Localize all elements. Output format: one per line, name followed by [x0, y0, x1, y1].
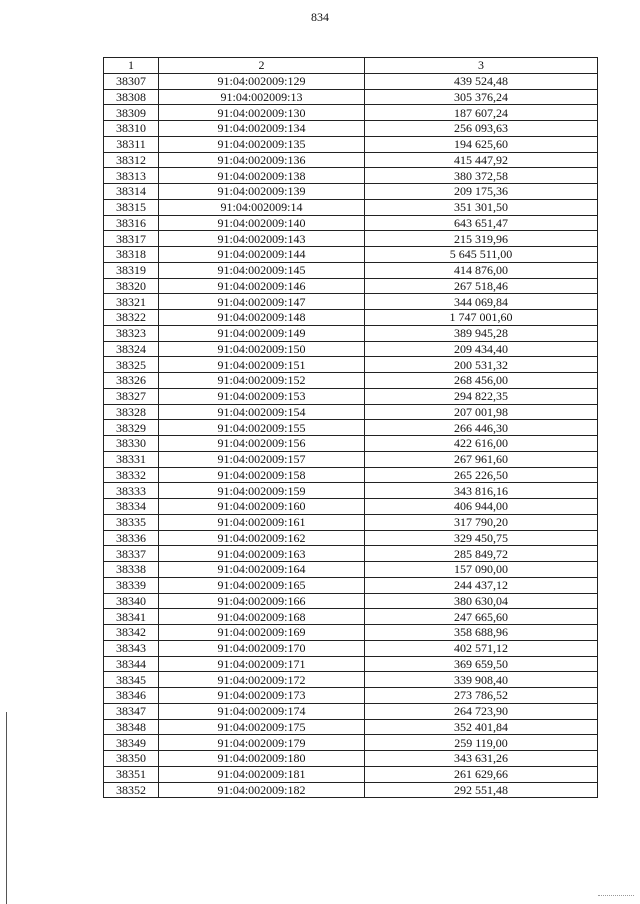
table-row	[104, 656, 598, 672]
row-number-cell: 38312	[104, 152, 159, 168]
row-number-cell: 38309	[104, 105, 159, 121]
value-cell: 380 372,58	[365, 168, 598, 184]
value-cell: 244 437,12	[365, 577, 598, 593]
table-row	[104, 278, 598, 294]
row-number-cell: 38328	[104, 404, 159, 420]
value-cell: 267 961,60	[365, 451, 598, 467]
row-number-cell: 38337	[104, 546, 159, 562]
row-number-cell: 38326	[104, 373, 159, 389]
table-row	[104, 577, 598, 593]
row-number-cell: 38338	[104, 562, 159, 578]
value-cell: 265 226,50	[365, 467, 598, 483]
column-header-2: 2	[159, 58, 365, 74]
value-cell: 406 944,00	[365, 499, 598, 515]
row-number-cell: 38343	[104, 640, 159, 656]
row-number-cell: 38329	[104, 420, 159, 436]
cadastral-number-cell: 91:04:002009:181	[159, 766, 365, 782]
table-row	[104, 719, 598, 735]
value-cell: 259 119,00	[365, 735, 598, 751]
table-row	[104, 546, 598, 562]
row-number-cell: 38340	[104, 593, 159, 609]
corner-dotted-mark	[598, 895, 634, 897]
cadastral-number-cell: 91:04:002009:138	[159, 168, 365, 184]
row-number-cell: 38310	[104, 121, 159, 137]
value-cell: 339 908,40	[365, 672, 598, 688]
table-row	[104, 451, 598, 467]
cadastral-number-cell: 91:04:002009:172	[159, 672, 365, 688]
table-row	[104, 310, 598, 326]
cadastral-number-cell: 91:04:002009:154	[159, 404, 365, 420]
row-number-cell: 38349	[104, 735, 159, 751]
row-number-cell: 38341	[104, 609, 159, 625]
table-row	[104, 593, 598, 609]
table-row	[104, 735, 598, 751]
cadastral-number-cell: 91:04:002009:152	[159, 373, 365, 389]
value-cell: 343 631,26	[365, 751, 598, 767]
cadastral-number-cell: 91:04:002009:163	[159, 546, 365, 562]
margin-line	[6, 712, 7, 904]
cadastral-number-cell: 91:04:002009:140	[159, 215, 365, 231]
table-row	[104, 499, 598, 515]
row-number-cell: 38318	[104, 247, 159, 263]
cadastral-number-cell: 91:04:002009:168	[159, 609, 365, 625]
table-row	[104, 89, 598, 105]
value-cell: 261 629,66	[365, 766, 598, 782]
table-row	[104, 388, 598, 404]
cadastral-number-cell: 91:04:002009:145	[159, 262, 365, 278]
page-number: 834	[311, 10, 329, 24]
cadastral-number-cell: 91:04:002009:170	[159, 640, 365, 656]
cadastral-number-cell: 91:04:002009:175	[159, 719, 365, 735]
value-cell: 247 665,60	[365, 609, 598, 625]
table-row	[104, 231, 598, 247]
table-body	[104, 73, 598, 798]
value-cell: 200 531,32	[365, 357, 598, 373]
cadastral-number-cell: 91:04:002009:174	[159, 703, 365, 719]
cadastral-number-cell: 91:04:002009:182	[159, 782, 365, 798]
cadastral-number-cell: 91:04:002009:169	[159, 625, 365, 641]
value-cell: 215 319,96	[365, 231, 598, 247]
value-cell: 422 616,00	[365, 436, 598, 452]
cadastral-number-cell: 91:04:002009:160	[159, 499, 365, 515]
table-row	[104, 751, 598, 767]
row-number-cell: 38327	[104, 388, 159, 404]
table-row	[104, 341, 598, 357]
value-cell: 292 551,48	[365, 782, 598, 798]
cadastral-number-cell: 91:04:002009:139	[159, 184, 365, 200]
data-table	[103, 57, 598, 798]
value-cell: 209 175,36	[365, 184, 598, 200]
cadastral-number-cell: 91:04:002009:147	[159, 294, 365, 310]
value-cell: 351 301,50	[365, 199, 598, 215]
row-number-cell: 38346	[104, 688, 159, 704]
cadastral-number-cell: 91:04:002009:13	[159, 89, 365, 105]
value-cell: 294 822,35	[365, 388, 598, 404]
table-row	[104, 325, 598, 341]
table-row	[104, 514, 598, 530]
value-cell: 209 434,40	[365, 341, 598, 357]
table-header-row	[104, 58, 598, 74]
row-number-cell: 38311	[104, 136, 159, 152]
value-cell: 273 786,52	[365, 688, 598, 704]
table-row	[104, 530, 598, 546]
table-row	[104, 152, 598, 168]
table-row	[104, 247, 598, 263]
value-cell: 285 849,72	[365, 546, 598, 562]
cadastral-number-cell: 91:04:002009:129	[159, 73, 365, 89]
table-row	[104, 436, 598, 452]
table-row	[104, 357, 598, 373]
value-cell: 358 688,96	[365, 625, 598, 641]
value-cell: 268 456,00	[365, 373, 598, 389]
cadastral-number-cell: 91:04:002009:165	[159, 577, 365, 593]
value-cell: 187 607,24	[365, 105, 598, 121]
value-cell: 329 450,75	[365, 530, 598, 546]
value-cell: 207 001,98	[365, 404, 598, 420]
value-cell: 157 090,00	[365, 562, 598, 578]
cadastral-number-cell: 91:04:002009:144	[159, 247, 365, 263]
table-row	[104, 121, 598, 137]
row-number-cell: 38335	[104, 514, 159, 530]
cadastral-number-cell: 91:04:002009:149	[159, 325, 365, 341]
cadastral-number-cell: 91:04:002009:164	[159, 562, 365, 578]
cadastral-number-cell: 91:04:002009:155	[159, 420, 365, 436]
table-row	[104, 782, 598, 798]
cadastral-number-cell: 91:04:002009:158	[159, 467, 365, 483]
value-cell: 369 659,50	[365, 656, 598, 672]
value-cell: 194 625,60	[365, 136, 598, 152]
value-cell: 344 069,84	[365, 294, 598, 310]
column-header-1: 1	[104, 58, 159, 74]
table-row	[104, 199, 598, 215]
table-row	[104, 373, 598, 389]
table-row	[104, 262, 598, 278]
row-number-cell: 38320	[104, 278, 159, 294]
table-row	[104, 467, 598, 483]
table-row	[104, 483, 598, 499]
table-row	[104, 105, 598, 121]
row-number-cell: 38347	[104, 703, 159, 719]
table-row	[104, 404, 598, 420]
row-number-cell: 38325	[104, 357, 159, 373]
value-cell: 439 524,48	[365, 73, 598, 89]
row-number-cell: 38315	[104, 199, 159, 215]
table-row	[104, 420, 598, 436]
row-number-cell: 38307	[104, 73, 159, 89]
row-number-cell: 38313	[104, 168, 159, 184]
value-cell: 402 571,12	[365, 640, 598, 656]
row-number-cell: 38316	[104, 215, 159, 231]
cadastral-number-cell: 91:04:002009:180	[159, 751, 365, 767]
cadastral-number-cell: 91:04:002009:179	[159, 735, 365, 751]
value-cell: 264 723,90	[365, 703, 598, 719]
row-number-cell: 38321	[104, 294, 159, 310]
row-number-cell: 38351	[104, 766, 159, 782]
value-cell: 414 876,00	[365, 262, 598, 278]
row-number-cell: 38350	[104, 751, 159, 767]
value-cell: 266 446,30	[365, 420, 598, 436]
cadastral-number-cell: 91:04:002009:157	[159, 451, 365, 467]
row-number-cell: 38339	[104, 577, 159, 593]
row-number-cell: 38344	[104, 656, 159, 672]
cadastral-number-cell: 91:04:002009:171	[159, 656, 365, 672]
value-cell: 256 093,63	[365, 121, 598, 137]
row-number-cell: 38342	[104, 625, 159, 641]
value-cell: 305 376,24	[365, 89, 598, 105]
table-row	[104, 609, 598, 625]
table-row	[104, 562, 598, 578]
value-cell: 317 790,20	[365, 514, 598, 530]
cadastral-number-cell: 91:04:002009:153	[159, 388, 365, 404]
value-cell: 643 651,47	[365, 215, 598, 231]
value-cell: 389 945,28	[365, 325, 598, 341]
row-number-cell: 38324	[104, 341, 159, 357]
row-number-cell: 38334	[104, 499, 159, 515]
value-cell: 5 645 511,00	[365, 247, 598, 263]
table-row	[104, 136, 598, 152]
row-number-cell: 38319	[104, 262, 159, 278]
row-number-cell: 38332	[104, 467, 159, 483]
cadastral-number-cell: 91:04:002009:150	[159, 341, 365, 357]
table-row	[104, 672, 598, 688]
value-cell: 343 816,16	[365, 483, 598, 499]
cadastral-number-cell: 91:04:002009:161	[159, 514, 365, 530]
cadastral-number-cell: 91:04:002009:156	[159, 436, 365, 452]
cadastral-number-cell: 91:04:002009:148	[159, 310, 365, 326]
cadastral-number-cell: 91:04:002009:136	[159, 152, 365, 168]
table-row	[104, 215, 598, 231]
table-row	[104, 766, 598, 782]
table-row	[104, 625, 598, 641]
table-row	[104, 688, 598, 704]
value-cell: 415 447,92	[365, 152, 598, 168]
table-row	[104, 184, 598, 200]
value-cell: 352 401,84	[365, 719, 598, 735]
cadastral-number-cell: 91:04:002009:151	[159, 357, 365, 373]
row-number-cell: 38345	[104, 672, 159, 688]
row-number-cell: 38330	[104, 436, 159, 452]
row-number-cell: 38352	[104, 782, 159, 798]
cadastral-number-cell: 91:04:002009:159	[159, 483, 365, 499]
cadastral-number-cell: 91:04:002009:173	[159, 688, 365, 704]
table-row	[104, 703, 598, 719]
value-cell: 1 747 001,60	[365, 310, 598, 326]
value-cell: 380 630,04	[365, 593, 598, 609]
cadastral-number-cell: 91:04:002009:143	[159, 231, 365, 247]
cadastral-number-cell: 91:04:002009:166	[159, 593, 365, 609]
cadastral-number-cell: 91:04:002009:134	[159, 121, 365, 137]
row-number-cell: 38317	[104, 231, 159, 247]
table-row	[104, 73, 598, 89]
table-row	[104, 168, 598, 184]
cadastral-number-cell: 91:04:002009:146	[159, 278, 365, 294]
row-number-cell: 38331	[104, 451, 159, 467]
cadastral-number-cell: 91:04:002009:14	[159, 199, 365, 215]
row-number-cell: 38308	[104, 89, 159, 105]
column-header-3: 3	[365, 58, 598, 74]
cadastral-number-cell: 91:04:002009:135	[159, 136, 365, 152]
table-row	[104, 640, 598, 656]
row-number-cell: 38323	[104, 325, 159, 341]
cadastral-number-cell: 91:04:002009:130	[159, 105, 365, 121]
value-cell: 267 518,46	[365, 278, 598, 294]
table-row	[104, 294, 598, 310]
row-number-cell: 38348	[104, 719, 159, 735]
row-number-cell: 38322	[104, 310, 159, 326]
row-number-cell: 38336	[104, 530, 159, 546]
cadastral-number-cell: 91:04:002009:162	[159, 530, 365, 546]
row-number-cell: 38314	[104, 184, 159, 200]
row-number-cell: 38333	[104, 483, 159, 499]
